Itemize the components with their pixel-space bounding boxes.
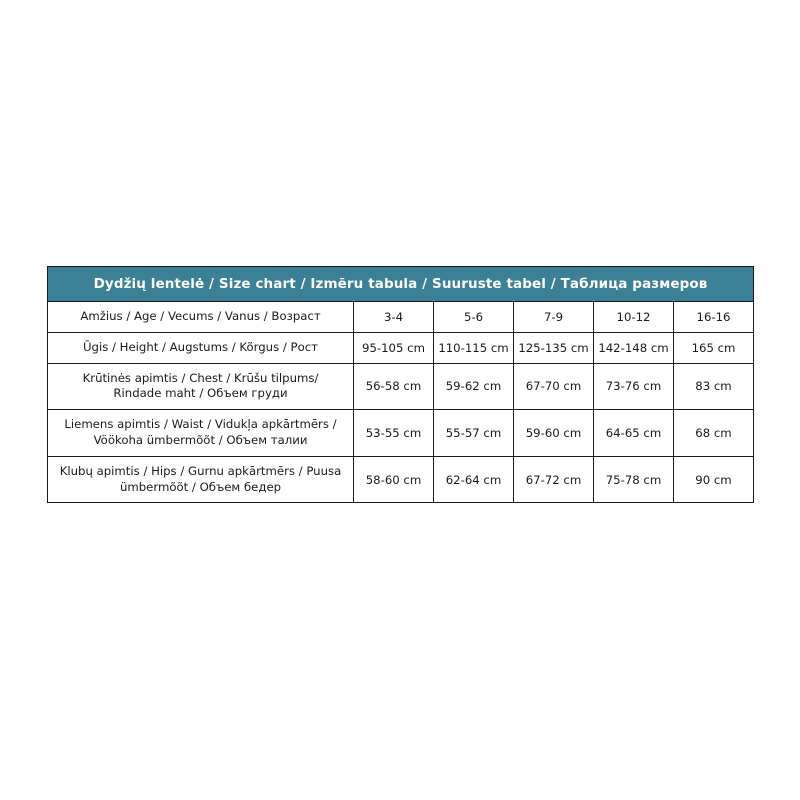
- row-label: Klubų apimtis / Hips / Gurnu apkārtmērs / Puusa ümbermõõt / Объем бедер: [48, 456, 354, 503]
- table-cell: 5-6: [434, 302, 514, 333]
- table-cell: 16-16: [674, 302, 754, 333]
- table-cell: 67-70 cm: [514, 363, 594, 410]
- size-chart-table: [47, 266, 754, 503]
- table-cell: 64-65 cm: [594, 410, 674, 457]
- table-row: [48, 410, 754, 457]
- table-cell: 59-62 cm: [434, 363, 514, 410]
- table-cell: 7-9: [514, 302, 594, 333]
- table-cell: 95-105 cm: [354, 332, 434, 363]
- size-chart-container: [47, 266, 753, 503]
- table-cell: 10-12: [594, 302, 674, 333]
- table-cell: 83 cm: [674, 363, 754, 410]
- row-label: Amžius / Age / Vecums / Vanus / Возраст: [48, 302, 354, 333]
- table-cell: 165 cm: [674, 332, 754, 363]
- table-row: [48, 363, 754, 410]
- chart-title: Dydžių lentelė / Size chart / Izmēru tabula / Suuruste tabel / Таблица размеров: [48, 267, 754, 302]
- row-label: Krūtinės apimtis / Chest / Krūšu tilpums/ Rindade maht / Объем груди: [48, 363, 354, 410]
- table-cell: 59-60 cm: [514, 410, 594, 457]
- table-cell: 73-76 cm: [594, 363, 674, 410]
- row-label: Ūgis / Height / Augstums / Kõrgus / Рост: [48, 332, 354, 363]
- table-row: [48, 456, 754, 503]
- table-cell: 62-64 cm: [434, 456, 514, 503]
- table-cell: 125-135 cm: [514, 332, 594, 363]
- table-cell: 58-60 cm: [354, 456, 434, 503]
- table-cell: 67-72 cm: [514, 456, 594, 503]
- table-cell: 53-55 cm: [354, 410, 434, 457]
- table-cell: 142-148 cm: [594, 332, 674, 363]
- table-cell: 3-4: [354, 302, 434, 333]
- table-cell: 68 cm: [674, 410, 754, 457]
- table-cell: 110-115 cm: [434, 332, 514, 363]
- row-label: Liemens apimtis / Waist / Vidukļa apkārtmērs / Vöökoha ümbermõõt / Объем талии: [48, 410, 354, 457]
- table-cell: 90 cm: [674, 456, 754, 503]
- table-cell: 75-78 cm: [594, 456, 674, 503]
- table-cell: 55-57 cm: [434, 410, 514, 457]
- table-row: [48, 332, 754, 363]
- table-row: [48, 302, 754, 333]
- table-cell: 56-58 cm: [354, 363, 434, 410]
- table-title-row: [48, 267, 754, 302]
